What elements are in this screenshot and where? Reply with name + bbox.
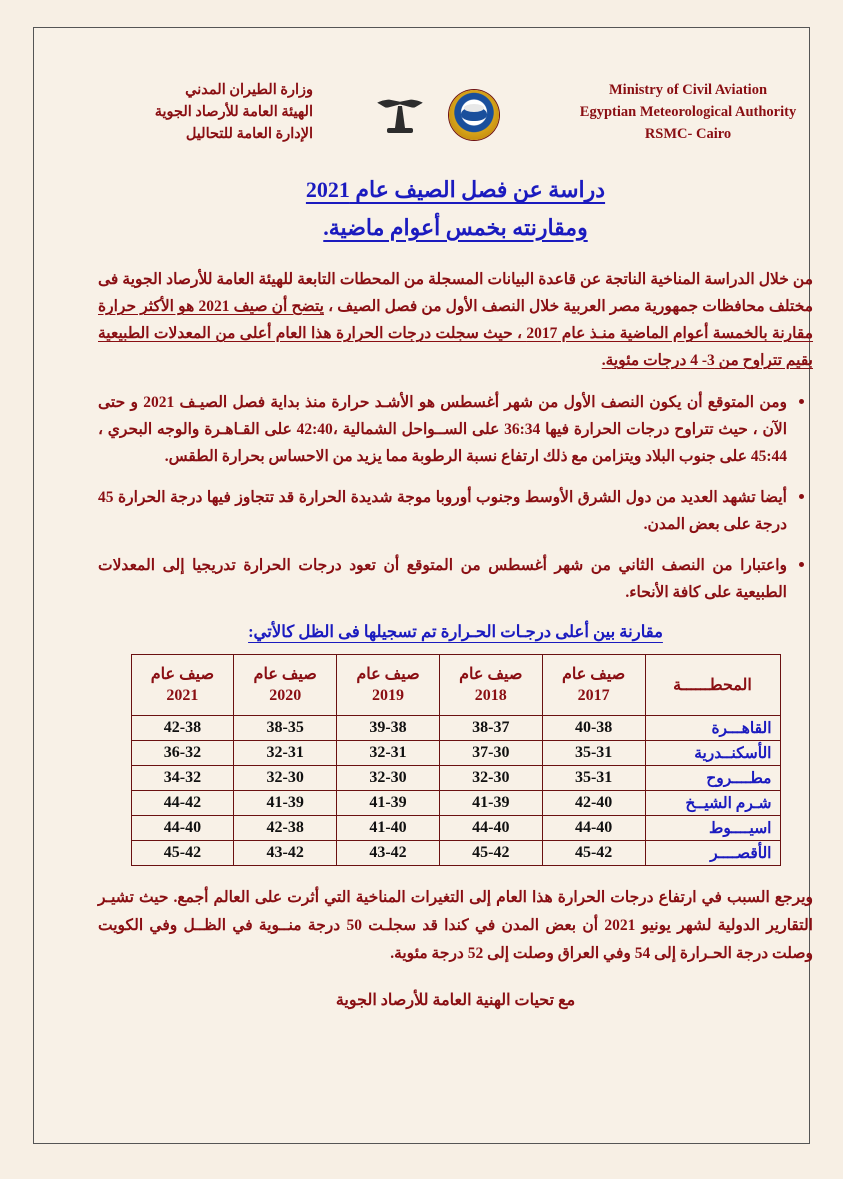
page-title-line-2: ومقارنته بخمس أعوام ماضية. xyxy=(323,214,588,240)
cell-station: اسيــــوط xyxy=(645,816,780,841)
header-arabic-line-3: الإدارة العامة للتحاليل xyxy=(185,125,313,142)
cell-value: 37-30 xyxy=(439,741,542,766)
cell-value: 42-40 xyxy=(542,791,645,816)
cell-station: الأسكنــدرية xyxy=(645,741,780,766)
header-english-line-1: Ministry of Civil Aviation xyxy=(608,82,768,98)
table-row xyxy=(131,816,780,841)
cell-value: 41-39 xyxy=(234,791,337,816)
column-header-summer-2021: صيف عام 2021 xyxy=(131,655,234,716)
list-item: واعتبارا من النصف الثاني من شهر أغسطس من المتوقع أن تعود درجات الحرارة تدريجيا إلى المعدلات الطبيعية على كافة الأنحاء. xyxy=(98,552,787,606)
cell-value: 42-38 xyxy=(131,716,234,741)
closing-paragraph: ويرجع السبب في ارتفاع درجات الحرارة هذا العام إلى التغيرات المناخية التي أثرت على العالم أجمع. حيث تشيـر التقارير الدولية لشهر يونيو 2021 أن بعض المدن في كندا قد سجلـت 50 درجة منــوية في الظــل وفي الكويت وصلت درجة الحـرارة إلى 54 وفي العراق وصلت إلى 52 درجة مئوية. xyxy=(98,889,813,963)
header-logos xyxy=(377,90,499,140)
table-row xyxy=(131,791,780,816)
cell-station: الأقصــــر xyxy=(645,841,780,866)
intro-section xyxy=(98,266,813,606)
table-body xyxy=(131,716,780,866)
cell-station: القاهـــرة xyxy=(645,716,780,741)
table-row xyxy=(131,841,780,866)
cell-value: 32-30 xyxy=(439,766,542,791)
header-arabic-line-1: وزارة الطيران المدني xyxy=(185,82,313,98)
intro-paragraph xyxy=(98,266,813,375)
cell-value: 32-30 xyxy=(234,766,337,791)
regards-line: مع تحيات الهنية العامة للأرصاد الجوية xyxy=(335,992,576,1010)
cell-value: 35-31 xyxy=(542,766,645,791)
cell-value: 44-40 xyxy=(439,816,542,841)
table-row xyxy=(131,716,780,741)
cell-value: 41-39 xyxy=(439,791,542,816)
table-head xyxy=(131,655,780,716)
cell-value: 41-39 xyxy=(337,791,440,816)
table-header-row xyxy=(131,655,780,716)
cell-value: 45-42 xyxy=(131,841,234,866)
list-item: ومن المتوقع أن يكون النصف الأول من شهر أغسطس هو الأشـد حرارة منذ بداية فصل الصيـف 2021 و حتى الآن ، حيث تتراوح درجات الحرارة فيها 36:34 على الســواحل الشمالية ،42:40 على القـاهـرة والوجه البحري ، 45:44 على جنوب البلاد ويتزامن مع ذلك ارتفاع نسبة الرطوبة مما يزيد من الاحساس بحرارة الطقس. xyxy=(98,389,787,470)
cell-value: 44-42 xyxy=(131,791,234,816)
cell-station: شـرم الشيــخ xyxy=(645,791,780,816)
column-header-summer-2020: صيف عام 2020 xyxy=(234,655,337,716)
bullet-list xyxy=(98,389,813,607)
cell-value: 35-31 xyxy=(542,741,645,766)
cell-value: 45-42 xyxy=(439,841,542,866)
cell-value: 44-40 xyxy=(542,816,645,841)
eagle-base-shape xyxy=(387,128,413,133)
cell-value: 43-42 xyxy=(234,841,337,866)
cell-value: 32-31 xyxy=(337,741,440,766)
eagle-body-shape xyxy=(395,106,405,128)
table-caption: مقارنة بين أعلى درجـات الحـرارة تم تسجيلها فى الظل كالأتي: xyxy=(248,622,663,642)
cell-value: 44-40 xyxy=(131,816,234,841)
list-item: أيضا تشهد العديد من دول الشرق الأوسط وجنوب أوروبا موجة شديدة الحرارة قد تتجاوز فيها درجة الحرارة 45 درجة على بعض المدن. xyxy=(98,484,787,538)
page-title xyxy=(98,171,813,246)
table-row xyxy=(131,766,780,791)
cell-value: 40-38 xyxy=(542,716,645,741)
header-arabic-block xyxy=(98,80,313,145)
cell-value: 43-42 xyxy=(337,841,440,866)
header-english-line-3: RSMC- Cairo xyxy=(644,125,732,142)
cell-value: 41-40 xyxy=(337,816,440,841)
cell-value: 32-30 xyxy=(337,766,440,791)
meteorological-authority-seal-icon xyxy=(449,90,499,140)
document-content xyxy=(80,66,831,1161)
cell-value: 39-38 xyxy=(337,716,440,741)
header-english-line-2: Egyptian Meteorological Authority xyxy=(579,103,797,120)
document-header xyxy=(98,80,813,145)
cell-station: مطــــروح xyxy=(645,766,780,791)
header-arabic-line-2: الهيئة العامة للأرصاد الجوية xyxy=(154,103,313,120)
column-header-summer-2018: صيف عام 2018 xyxy=(439,655,542,716)
cell-value: 42-38 xyxy=(234,816,337,841)
cell-value: 36-32 xyxy=(131,741,234,766)
header-english-block xyxy=(563,80,813,145)
cell-value: 34-32 xyxy=(131,766,234,791)
document-border xyxy=(33,27,814,1144)
column-header-station: المحطــــــة xyxy=(645,655,780,716)
cell-value: 32-31 xyxy=(234,741,337,766)
eagle-emblem-icon xyxy=(377,91,423,139)
intro-text-part1: من خلال الدراسة المناخية الناتجة عن قاعدة البيانات المسجلة من المحطات التابعة للهيئة العامة للأرصاد الجوية فى مختلف محافظات جمهورية مصر العربية خلال النصف الأول من فصل الصيف ، xyxy=(98,271,814,316)
column-header-summer-2019: صيف عام 2019 xyxy=(337,655,440,716)
column-header-summer-2017: صيف عام 2017 xyxy=(542,655,645,716)
page-title-line-1: دراسة عن فصل الصيف عام 2021 xyxy=(305,177,606,203)
intro-text-highlight: يتضح أن صيف 2021 هو الأكثر حرارة مقارنة بالخمسة أعوام الماضية منـذ عام 2017 ، حيث سجلت درجات الحرارة هذا العام أعلى من المعدلات الطبيعية بقيم تتراوح من 3- 4 درجات مئوية. xyxy=(98,298,814,370)
table-row xyxy=(131,741,780,766)
cell-value: 45-42 xyxy=(542,841,645,866)
cell-value: 38-37 xyxy=(439,716,542,741)
cell-value: 38-35 xyxy=(234,716,337,741)
temperature-comparison-table xyxy=(131,654,781,866)
